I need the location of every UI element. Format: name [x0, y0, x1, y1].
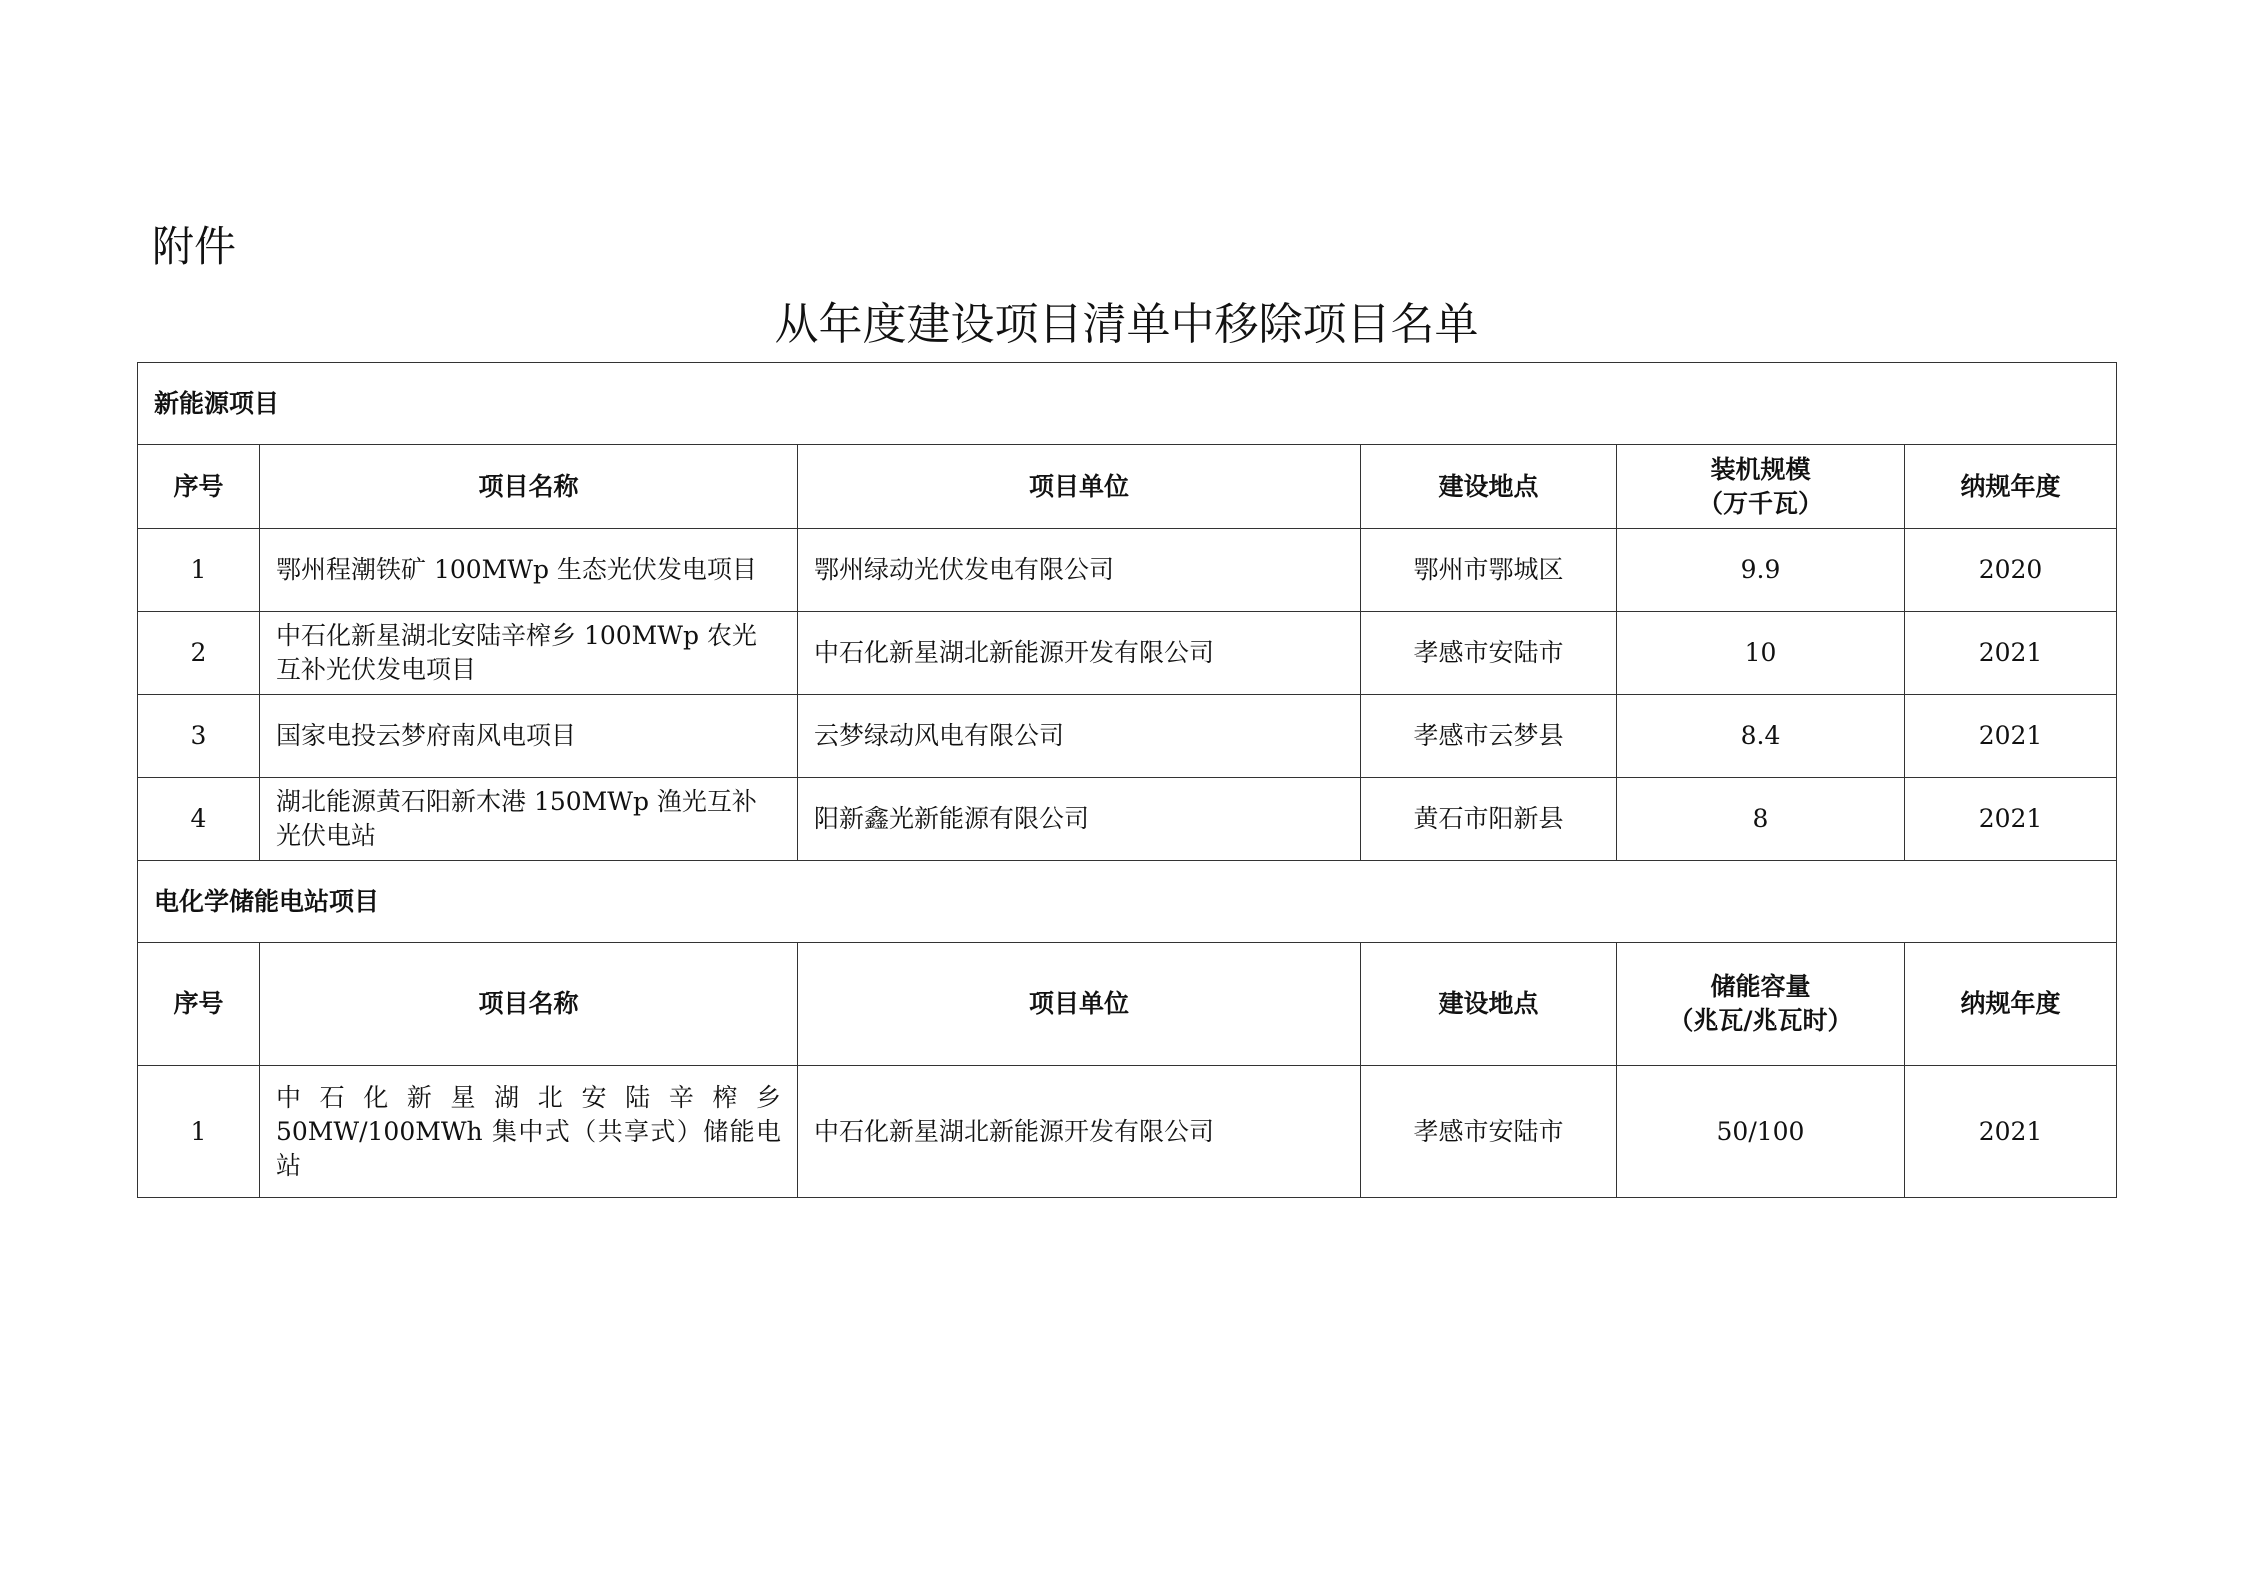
cell-no: 1 [138, 1066, 260, 1198]
cell-location: 鄂州市鄂城区 [1361, 529, 1617, 612]
section-row [138, 363, 2117, 445]
cell-unit: 中石化新星湖北新能源开发有限公司 [798, 1066, 1361, 1198]
cell-capacity: 50/100 [1617, 1066, 1905, 1198]
cell-no: 4 [138, 778, 260, 861]
header-capacity-line2: （兆瓦/兆瓦时） [1668, 1006, 1853, 1035]
header-unit: 项目单位 [798, 943, 1361, 1066]
header-capacity [1617, 943, 1905, 1066]
section-label-new-energy: 新能源项目 [138, 363, 2117, 445]
cell-name: 国家电投云梦府南风电项目 [260, 695, 798, 778]
cell-year: 2021 [1905, 612, 2117, 695]
cell-year: 2021 [1905, 778, 2117, 861]
page-title: 从年度建设项目清单中移除项目名单 [774, 299, 1479, 350]
cell-capacity: 8 [1617, 778, 1905, 861]
attachment-label: 附件 [152, 222, 237, 271]
cell-unit: 中石化新星湖北新能源开发有限公司 [798, 612, 1361, 695]
table-row [138, 612, 2117, 695]
header-capacity-line1: 装机规模 [1710, 454, 1811, 484]
header-name: 项目名称 [260, 445, 798, 529]
cell-year: 2020 [1905, 529, 2117, 612]
table-row [138, 1066, 2117, 1198]
cell-year: 2021 [1905, 1066, 2117, 1198]
section-row [138, 861, 2117, 943]
cell-name: 中石化新星湖北安陆辛榨乡 100MWp 农光互补光伏发电项目 [260, 612, 798, 695]
cell-unit: 云梦绿动风电有限公司 [798, 695, 1361, 778]
header-capacity-line1: 储能容量 [1710, 972, 1811, 1001]
cell-no: 3 [138, 695, 260, 778]
table-row [138, 529, 2117, 612]
header-year: 纳规年度 [1905, 943, 2117, 1066]
cell-no: 1 [138, 529, 260, 612]
header-row [138, 445, 2117, 529]
header-year: 纳规年度 [1905, 445, 2117, 529]
cell-capacity: 9.9 [1617, 529, 1905, 612]
table-row [138, 778, 2117, 861]
cell-unit: 阳新鑫光新能源有限公司 [798, 778, 1361, 861]
project-table [137, 362, 2117, 1198]
header-location: 建设地点 [1361, 445, 1617, 529]
section-label-energy-storage: 电化学储能电站项目 [138, 861, 2117, 943]
header-row [138, 943, 2117, 1066]
cell-unit: 鄂州绿动光伏发电有限公司 [798, 529, 1361, 612]
header-no: 序号 [138, 445, 260, 529]
cell-location: 孝感市安陆市 [1361, 1066, 1617, 1198]
header-capacity [1617, 445, 1905, 529]
header-location: 建设地点 [1361, 943, 1617, 1066]
cell-name: 湖北能源黄石阳新木港 150MWp 渔光互补光伏电站 [260, 778, 798, 861]
cell-location: 孝感市安陆市 [1361, 612, 1617, 695]
cell-location: 黄石市阳新县 [1361, 778, 1617, 861]
table-row [138, 695, 2117, 778]
cell-capacity: 8.4 [1617, 695, 1905, 778]
cell-location: 孝感市云梦县 [1361, 695, 1617, 778]
cell-capacity: 10 [1617, 612, 1905, 695]
header-no: 序号 [138, 943, 260, 1066]
header-unit: 项目单位 [798, 445, 1361, 529]
header-capacity-line2: （万千瓦） [1697, 488, 1823, 518]
header-name: 项目名称 [260, 943, 798, 1066]
cell-year: 2021 [1905, 695, 2117, 778]
cell-name: 鄂州程潮铁矿 100MWp 生态光伏发电项目 [260, 529, 798, 612]
cell-no: 2 [138, 612, 260, 695]
cell-name: 中石化新星湖北安陆辛榨乡 50MW/100MWh 集中式（共享式）储能电站 [260, 1066, 798, 1198]
